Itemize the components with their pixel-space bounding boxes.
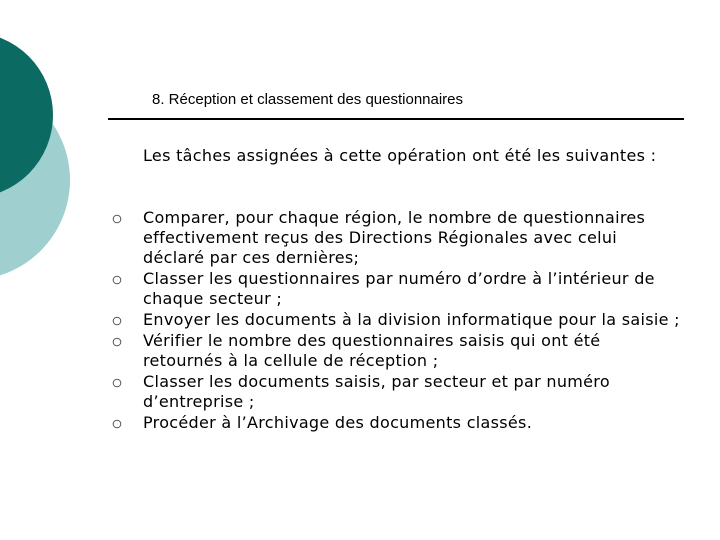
list-item	[143, 331, 683, 371]
decorative-circles	[0, 0, 120, 300]
intro-text-label: Les tâches assignées à cette opération ont été les suivantes :	[143, 146, 657, 165]
hollow-circle-icon	[112, 378, 122, 388]
list-item-text: Comparer, pour chaque région, le nombre de questionnaires effectivement reçus des Directions Régionales avec celui déclaré par ces dernières;	[143, 208, 646, 267]
hollow-circle-icon	[112, 275, 122, 285]
list-item-text: Procéder à l’Archivage des documents classés.	[143, 413, 533, 432]
title-divider	[108, 118, 684, 120]
task-list	[143, 208, 683, 434]
slide-title: 8. Réception et classement des questionnaires	[152, 91, 464, 108]
intro-text	[143, 146, 683, 165]
list-item	[143, 372, 683, 412]
list-item	[143, 413, 683, 433]
list-item-text: Envoyer les documents à la division informatique pour la saisie ;	[143, 310, 680, 329]
list-item	[143, 269, 683, 309]
list-item	[143, 310, 683, 330]
list-item	[143, 208, 683, 268]
hollow-circle-icon	[112, 419, 122, 429]
list-item-text: Classer les documents saisis, par secteur et par numéro d’entreprise ;	[143, 372, 610, 411]
hollow-circle-icon	[112, 316, 122, 326]
hollow-circle-icon	[112, 337, 122, 347]
hollow-circle-icon	[112, 214, 122, 224]
list-item-text: Vérifier le nombre des questionnaires saisis qui ont été retournés à la cellule de réception ;	[143, 331, 601, 370]
list-item-text: Classer les questionnaires par numéro d’ordre à l’intérieur de chaque secteur ;	[143, 269, 655, 308]
